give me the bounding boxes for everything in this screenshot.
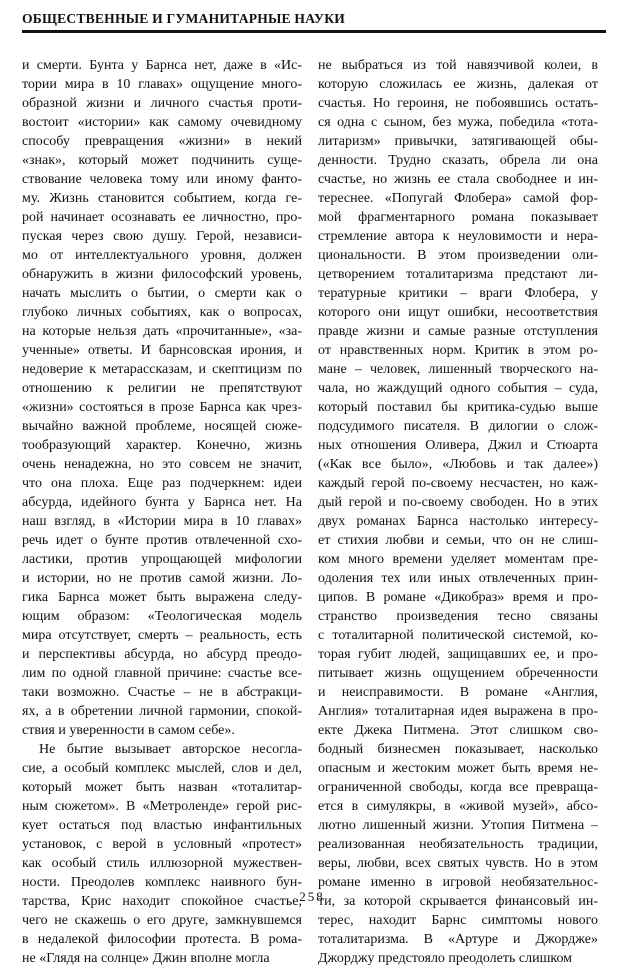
text-line: как особый стиль иллюзорной мужествен- <box>22 856 302 871</box>
text-line: счастье, но жизнь ее стала свободнее и ин- <box>318 172 598 187</box>
text-line: ющим образом: «Теологическая модель <box>22 609 302 624</box>
text-line: речь идет о бунте против отвлеченной схо- <box>22 533 302 548</box>
right-text-column <box>318 56 598 968</box>
text-line: опасным и жестоким может быть время не- <box>318 761 598 776</box>
text-line: странство произведения тесно связаны <box>318 609 598 624</box>
text-line: и истории, но не против самой жизни. Ло- <box>22 571 302 586</box>
text-line: и перспективы абсурда, но абсурд преодо- <box>22 647 302 662</box>
text-line: ученные» ответы. И барнсовская ирония, и <box>22 343 302 358</box>
page-number: 258 <box>299 889 325 904</box>
text-line: обнаружить в жизни философский уровень, <box>22 267 302 282</box>
text-line: одоления тех или иных отвлеченных прин- <box>318 571 598 586</box>
text-line: романе именно в игровой необязательнос- <box>318 875 598 890</box>
text-line: тарства, Крис находит спокойное счастье, <box>22 894 302 909</box>
text-line: литаризм» привычки, затягивающей обы- <box>318 134 598 149</box>
text-line: тереснее. «Попугай Флобера» самой фор- <box>318 191 598 206</box>
text-line: и неисправимости. В романе «Англия, <box>318 685 598 700</box>
text-line: лим по одной главной причине: счастье все- <box>22 666 302 681</box>
text-line: который может быть назван «тоталитар- <box>22 780 302 795</box>
text-line: и смерти. Бунта у Барнса нет, даже в «Ис- <box>22 58 302 73</box>
text-line: пуская через свою душу. Герой, независи- <box>22 229 302 244</box>
text-line: Джорджу предстояло преодолеть слишком <box>318 951 573 966</box>
text-line: тообразующий характер. Конечно, жизнь <box>22 438 302 453</box>
text-line: в недалекой философии протеста. В рома- <box>22 932 302 947</box>
text-line: вычайно важной проблеме, носящей сюже- <box>22 419 302 434</box>
left-text-column <box>22 56 302 968</box>
text-line: ципов. В романе «Дикобраз» время и про- <box>318 590 598 605</box>
text-line: денности. Трудно сказать, обрела ли она <box>318 153 598 168</box>
text-line: таки возможно. Счастье – не в абстракци- <box>22 685 302 700</box>
text-line: мира отсутствует, смерть – реальность, есть <box>22 628 302 643</box>
text-line: не выбраться из той навязчивой колеи, в <box>318 58 598 73</box>
section-title: ОБЩЕСТВЕННЫЕ И ГУМАНИТАРНЫЕ НАУКИ <box>22 11 346 26</box>
text-line: начать мыслить о бытии, о смерти как о <box>22 286 302 301</box>
text-line: на которые нельзя дать «прочитанные», «за- <box>22 324 302 339</box>
text-line: с тоталитарной политической системой, ко- <box>318 628 598 643</box>
text-line: ности. Преодолев комплекс наивного бун- <box>22 875 302 890</box>
text-line: от нравственных норм. Критик в этом ро- <box>318 343 598 358</box>
text-line: подсудимого писателя. В дилогии о слож- <box>318 419 598 434</box>
text-line: торая губит людей, защищавших ее, и про- <box>318 647 598 662</box>
text-line: реализованная необязательность традиции, <box>318 837 598 852</box>
text-line: Не бытие вызывает авторское несогла- <box>39 742 302 757</box>
text-line: глубоко личных событиях, как о вопросах, <box>22 305 302 320</box>
text-line: екте Джека Питмена. Этот слишком сво- <box>318 723 598 738</box>
text-line: ти, за которой скрывается финансовый ин- <box>318 894 598 909</box>
text-line: стремление автора к неуловимости и нера- <box>318 229 598 244</box>
text-line: лютно лишенный жизни. Утопия Питмена – <box>318 818 598 833</box>
text-line: образной жизни и личного счастья проти- <box>22 96 302 111</box>
text-line: ет стихия любви и семьи, что он не слиш- <box>318 533 598 548</box>
text-line: кует остаться под властью инфантильных <box>22 818 302 833</box>
text-line: очень ненадежна, но это совсем не значит, <box>22 457 302 472</box>
text-line: каждый герой по-своему несчастен, но каж- <box>318 476 598 491</box>
text-line: му. Жизнь становится событием, когда ге- <box>22 191 302 206</box>
text-line: способу превращения «жизни» в некий <box>22 134 302 149</box>
header-rule <box>22 30 606 33</box>
text-line: что она плоха. Еще раз подчеркнем: идеи <box>22 476 302 491</box>
text-line: чала, но жаждущий одного события – суда, <box>318 381 598 396</box>
text-line: цетворением тоталитаризма предстают ли- <box>318 267 598 282</box>
text-line: тоталитаризма. В «Артуре и Джордже» <box>318 932 598 947</box>
text-line: ствование человека тому или иному фанто- <box>22 172 302 187</box>
text-line: правде жизни и самые разные отступления <box>318 324 598 339</box>
text-line: не «Глядя на солнце» Джин вполне могла <box>22 951 270 966</box>
text-line: мо от интеллектуального уровня, должен <box>22 248 302 263</box>
text-line: гика Барнса может быть выражена следу- <box>22 590 302 605</box>
text-line: циональности. В этом произведении оли- <box>318 248 598 263</box>
text-line: бодный бизнесмен показывает, насколько <box>318 742 598 757</box>
text-line: сие, а особый комплекс мыслей, слов и дел, <box>22 761 302 776</box>
text-line: недоверие к метарассказам, и скептицизм по <box>22 362 302 377</box>
text-line: «знак», который может подчинить суще- <box>22 153 302 168</box>
text-line: востоит «истории» как самому очевидному <box>22 115 302 130</box>
text-line: тературные критики – враги Флобера, у <box>318 286 598 301</box>
text-line: дый герой и по-своему свободен. Но в этих <box>318 495 598 510</box>
text-line: терес, находит Барнс симптомы нового <box>318 913 598 928</box>
text-line: установок, с верой в условный «протест» <box>22 837 302 852</box>
text-line: питывает жизнь ощущением обреченности <box>318 666 598 681</box>
text-line: абсурда, идейного бунта у Барнса нет. На <box>22 495 302 510</box>
text-line: рой начинает осознавать ее личностно, про- <box>22 210 302 225</box>
text-line: Англия» тоталитарная идея выражена в про- <box>318 704 598 719</box>
text-line: которую сложилась ее жизнь, далекая от <box>318 77 598 92</box>
text-line: ластики, против упрощающей мифологии <box>22 552 302 567</box>
text-line: отношению к религии не препятствуют <box>22 381 302 396</box>
text-line: тории мира в 10 главах» ощущение много- <box>22 77 302 92</box>
text-line: мой фрагментарного романа показывает <box>318 210 598 225</box>
text-line: ствия и уверенности в самом себе». <box>22 723 235 738</box>
text-line: «жизни» состояться в прозе Барнса как чрез- <box>22 400 302 415</box>
text-line: двух романах Барнса настолько интересу- <box>318 514 598 529</box>
text-line: счастья. Но героиня, не побоявшись остать- <box>318 96 598 111</box>
text-line: наш взгляд, в «Истории мира в 10 главах» <box>22 514 302 529</box>
text-line: чего не скажешь о его друге, замкнувшемся <box>22 913 302 928</box>
text-line: ся одна с сыном, без мужа, победила «тота- <box>318 115 598 130</box>
text-line: ком много времени уделяет моментам пре- <box>318 552 598 567</box>
text-line: мане – человек, лишенный творческого на- <box>318 362 598 377</box>
text-line: который поставил бы критика-судью выше <box>318 400 598 415</box>
text-line: ных отношения Оливера, Джил и Стюарта <box>318 438 598 453</box>
text-line: ограниченной свободы, когда все превраща- <box>318 780 598 795</box>
text-line: которого они ищут ошибки, несоответствия <box>318 305 598 320</box>
text-line: ным сюжетом». В «Метроленде» герой рис- <box>22 799 302 814</box>
running-header <box>22 10 606 33</box>
text-line: ях, а в обретении личной гармонии, спокой- <box>22 704 302 719</box>
text-line: («Как все было», «Любовь и так далее») <box>318 457 598 472</box>
text-line: ется в симулякры, в «живой музей», абсо- <box>318 799 598 814</box>
text-line: веры, любви, всех святых чувств. Но в этом <box>318 856 598 871</box>
